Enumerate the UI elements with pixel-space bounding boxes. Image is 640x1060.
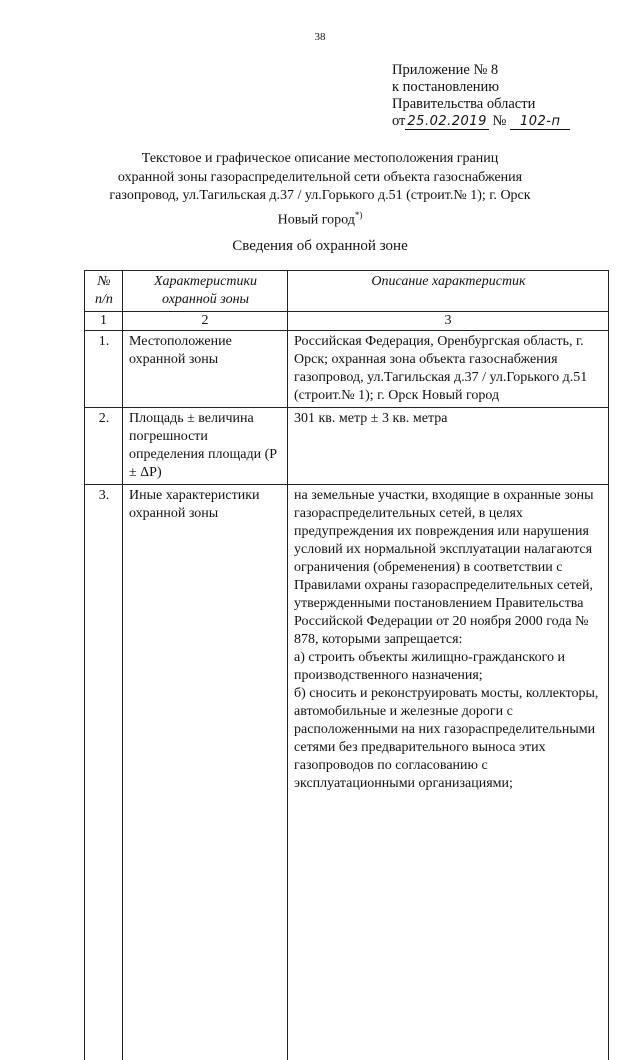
header-num (85, 271, 123, 312)
title-line: газопровод, ул.Тагильская д.37 / ул.Горького д.51 (строит.№ 1); г. Орск (60, 187, 580, 206)
appendix-title: Приложение № 8 (392, 62, 570, 79)
column-number: 2 (123, 312, 288, 331)
title-line-text: Новый город (278, 212, 355, 227)
footnote-mark: *) (355, 210, 363, 220)
protection-zone-table (84, 270, 609, 1060)
header-text: Характеристики (129, 273, 282, 291)
header-text: № (91, 273, 117, 291)
column-number: 1 (85, 312, 123, 331)
row-description: 301 кв. метр ± 3 кв. метра (288, 408, 609, 485)
row-description: Российская Федерация, Оренбургская область, г. Орск; охранная зона объекта газоснабжения газопровод, ул.Тагильская д.37 / ул.Горького д.51 (строит.№ 1); г. Орск Новый город (288, 331, 609, 408)
number-label: № (492, 113, 506, 129)
handwritten-date: 25.02.2019 (405, 115, 488, 130)
page-number: 38 (0, 31, 640, 43)
document-title (60, 150, 580, 230)
row-number: 1. (85, 331, 123, 408)
header-description: Описание характеристик (288, 271, 609, 312)
appendix-line: к постановлению (392, 79, 570, 96)
appendix-date-line (392, 113, 570, 130)
row-number: 3. (85, 485, 123, 1060)
table-row (85, 485, 609, 1060)
appendix-line: Правительства области (392, 96, 570, 113)
title-line: охранной зоны газораспределительной сети объекта газоснабжения (60, 169, 580, 188)
title-line: Текстовое и графическое описание местоположения границ (60, 150, 580, 169)
section-title: Сведения об охранной зоне (0, 238, 640, 255)
appendix-header (392, 62, 570, 130)
row-characteristic: Местоположение охранной зоны (123, 331, 288, 408)
row-number: 2. (85, 408, 123, 485)
column-number: 3 (288, 312, 609, 331)
row-characteristic: Иные характеристики охранной зоны (123, 485, 288, 1060)
handwritten-number: 102-п (510, 115, 571, 130)
table-row (85, 408, 609, 485)
header-text: охранной зоны (129, 291, 282, 309)
restriction-item: а) строить объекты жилищно-гражданского и производственного назначения; (294, 649, 603, 685)
table-header-row (85, 271, 609, 312)
column-number-row (85, 312, 609, 331)
row-description (288, 485, 609, 1060)
row-characteristic: Площадь ± величина погрешности определения площади (P ± ΔP) (123, 408, 288, 485)
table-row (85, 331, 609, 408)
restriction-item: б) сносить и реконструировать мосты, коллекторы, автомобильные и железные дороги с расположенными на них газораспределительными сетями без предварительного выноса этих газопроводов по согласованию с эксплуатационными организациями; (294, 685, 603, 793)
title-line (60, 206, 580, 230)
description-paragraph: на земельные участки, входящие в охранные зоны газораспределительных сетей, в целях предупреждения их повреждения или нарушения условий их нормальной эксплуатации налагаются ограничения (обременения) в соответствии с Правилами охраны газораспределительных сетей, утвержденными постановлением Правительства Российской Федерации от 20 ноября 2000 года № 878, которыми запрещается: (294, 487, 603, 649)
date-prefix: от (392, 113, 405, 129)
header-text: п/п (91, 291, 117, 309)
header-characteristic (123, 271, 288, 312)
